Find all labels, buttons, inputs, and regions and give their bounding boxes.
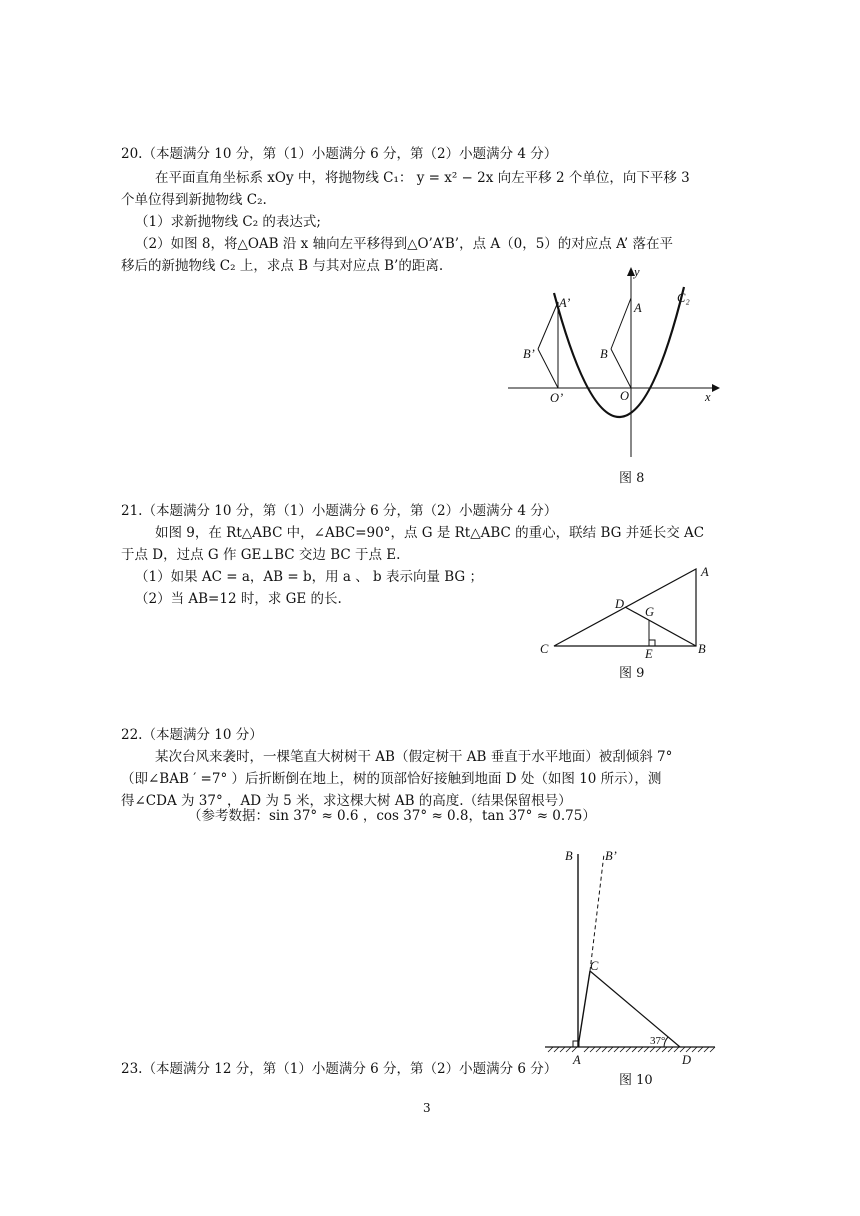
ground-hatching [548, 1047, 715, 1052]
figure-10 [540, 840, 720, 1070]
q22-line1: 某次台风来袭时，一棵笔直大树树干 AB（假定树干 AB 垂直于水平地面）被刮倾斜 7° [155, 749, 673, 765]
q21-part1: （1）如果 AC = a，AB = b，用 a 、 b 表示向量 BG ； [135, 569, 484, 585]
q20-header: 20.（本题满分 10 分，第（1）小题满分 6 分，第（2）小题满分 4 分） [121, 146, 558, 162]
segment-bo [611, 349, 631, 388]
q22-reference-data: （参考数据：sin 37° ≈ 0.6 ，cos 37° ≈ 0.8，tan 37° ≈ 0.75） [188, 808, 596, 824]
label-a1: A’ [559, 296, 571, 310]
q21-line2: 于点 D，过点 G 作 GE⊥BC 交边 BC 于点 E. [121, 547, 401, 563]
label-a: A [573, 1053, 581, 1067]
label-angle-37: 37° [650, 1035, 666, 1047]
figure-10-caption: 图 10 [619, 1073, 653, 1088]
segment-ac [578, 971, 590, 1047]
label-b: B [600, 347, 608, 361]
label-c: C [590, 959, 599, 973]
segment-b1o1 [538, 349, 558, 388]
page-number: 3 [423, 1101, 431, 1115]
parabola-c2 [554, 287, 684, 417]
q23-header: 23.（本题满分 12 分，第（1）小题满分 6 分，第（2）小题满分 6 分） [121, 1061, 558, 1077]
segment-cd [590, 971, 680, 1047]
right-angle-mark [649, 640, 655, 646]
figure-8-caption: 图 8 [619, 471, 645, 486]
q20-line2: 个单位得到新抛物线 C₂. [121, 192, 267, 208]
label-a: A [634, 301, 642, 315]
label-y: y [634, 265, 640, 279]
q22-line2: （即∠BAB ′ =7° ）后折断倒在地上，树的顶部恰好接触到地面 D 处（如图 10 所示），测 [121, 771, 662, 787]
label-c2: C₂ [677, 291, 690, 305]
label-g: G [645, 605, 655, 619]
label-a: A [701, 565, 709, 579]
figure-9 [530, 560, 730, 660]
q20-line5: 移后的新抛物线 C₂ 上，求点 B 与其对应点 B’的距离. [121, 258, 444, 274]
label-d: D [682, 1053, 692, 1067]
label-o: O [620, 389, 630, 403]
label-b1: B’ [605, 849, 617, 863]
segment-a1b1 [538, 302, 558, 349]
label-e: E [645, 647, 653, 660]
figure-9-caption: 图 9 [619, 666, 645, 681]
segment-bd [625, 607, 696, 646]
label-x: x [705, 390, 711, 404]
label-b: B [565, 849, 573, 863]
q20-part2: （2）如图 8，将△OAB 沿 x 轴向左平移得到△O’A’B’，点 A（0，5）的对应点 A’ 落在平 [135, 236, 673, 252]
q21-header: 21.（本题满分 10 分，第（1）小题满分 6 分，第（2）小题满分 4 分） [121, 503, 558, 519]
label-b1: B’ [523, 347, 535, 361]
label-b: B [698, 642, 706, 656]
q21-line1: 如图 9，在 Rt△ABC 中，∠ABC=90°，点 G 是 Rt△ABC 的重心，联结 BG 并延长交 AC [155, 525, 705, 541]
label-o1: O’ [550, 391, 564, 405]
x-axis-arrow [712, 384, 720, 392]
segment-cb1-dashed [590, 854, 604, 971]
segment-ab [611, 298, 631, 349]
q20-part1: （1）求新抛物线 C₂ 的表达式; [135, 214, 321, 230]
figure-8 [500, 262, 730, 462]
q21-part2: （2）当 AB=12 时，求 GE 的长. [135, 591, 342, 607]
label-d: D [615, 597, 625, 611]
q20-line1: 在平面直角坐标系 xOy 中，将抛物线 C₁： y = x² − 2x 向左平移 2 个单位，向下平移 3 [155, 170, 690, 186]
label-c: C [540, 642, 549, 656]
q22-line3: 得∠CDA 为 37° ，AD 为 5 米，求这棵大树 AB 的高度.（结果保留根号） [121, 793, 572, 809]
q22-header: 22.（本题满分 10 分） [121, 727, 263, 743]
